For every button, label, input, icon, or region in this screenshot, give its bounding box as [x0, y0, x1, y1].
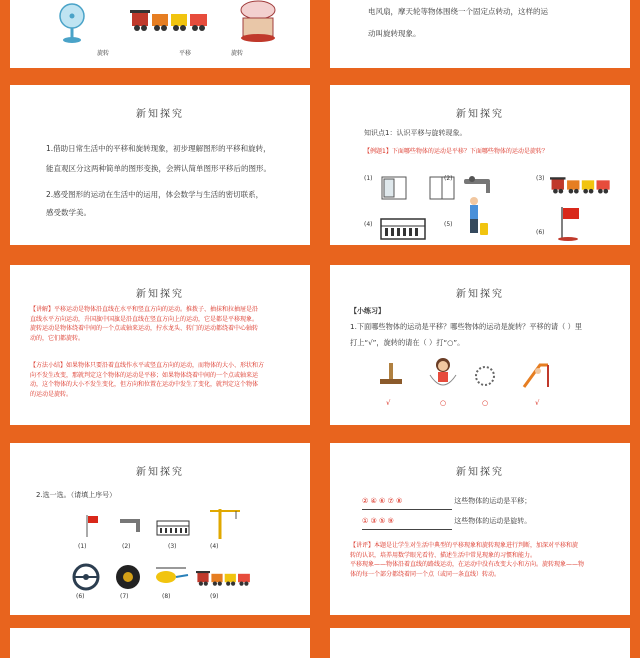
squeegee-icon: [376, 361, 406, 391]
item-num: (6): [76, 593, 85, 600]
item-num: (2): [444, 175, 453, 182]
flag-icon: [556, 205, 586, 241]
slide-7: [10, 443, 310, 615]
text-line: 体的每一个部分都绕着同一个点（或同一条直线）转动。: [350, 570, 501, 578]
crane-icon: [208, 505, 242, 541]
text-line: 平移现象——物体沿着直线的路线运动，在运动中没有改变大小和方向。旋转现象——物: [350, 561, 585, 568]
answer-mark: √: [386, 399, 391, 407]
explanation-text: [30, 305, 302, 343]
train-icon: [196, 569, 252, 587]
item-num: (4): [210, 543, 219, 550]
answer-mark: ○: [440, 399, 447, 407]
item-num: (4): [364, 221, 373, 228]
text-line: 的运动是旋转。: [30, 390, 73, 398]
slide-title: 新知探究: [136, 109, 184, 120]
example-question: 【例题1】下面哪些物体的运动是平移？下面哪些物体的运动是旋转？: [364, 148, 548, 155]
commentary: [350, 541, 622, 579]
item-num: (5): [444, 221, 453, 228]
item-num: (1): [364, 175, 373, 182]
tire-icon: [114, 563, 142, 591]
answer-rotate-row: [362, 513, 531, 530]
slide-icon: [520, 357, 560, 391]
electric-fan-icon: [52, 2, 92, 44]
goal-1-line-2: 能直观区分这两种简单的图形变换，会辨认简单图形平移后的图形。: [46, 164, 271, 173]
answer-rotate: ① ③ ⑤ ⑨: [362, 513, 452, 530]
answer-mark: ○: [482, 399, 489, 407]
goal-2-line-2: 感受数学美。: [46, 208, 91, 217]
slide-10: [330, 628, 630, 658]
question-line-1: 1.下面哪些物体的运动是平移？哪些物体的运动是旋转？平移的请（ ）里: [350, 322, 582, 331]
answer-translate: ② ④ ⑥ ⑦ ⑧: [362, 493, 452, 510]
person-with-suitcase-icon: [460, 195, 494, 241]
goal-2-line-1: 2.感受图形的运动在生活中的运用，体会数学与生活的密切联系，: [46, 190, 264, 199]
slide-title: 新知探究: [136, 289, 184, 300]
question-line-2: 打上“√”，旋转的请在（ ）打“○”。: [350, 338, 465, 347]
text-line: 旋转运动是物体绕着中间的一个点或轴来运动，拧水龙头、转门的运动都绕着中心轴转: [30, 325, 259, 332]
helicopter-icon: [152, 565, 190, 589]
item-num: (3): [168, 543, 177, 550]
text-line: 向不发生改变，那就判定这个物体的运动是平移；如果物体绕着中间的一个点或轴来运: [30, 371, 259, 379]
answer-translate-row: [362, 493, 531, 510]
slide-9: [10, 628, 310, 658]
flag-icon: [82, 513, 102, 539]
item-num: (3): [536, 175, 545, 182]
slide-2: [330, 0, 630, 68]
item-num: (7): [120, 593, 129, 600]
definition-line-2: 动叫旋转现象。: [368, 29, 421, 38]
faucet-icon: [118, 515, 144, 539]
answer-translate-suffix: 这些物体的运动是平移；: [454, 497, 532, 505]
goal-1-line-1: 1.借助日常生活中的平移和旋转现象，初步理解图形的平移和旋转，: [46, 144, 271, 153]
item-num: (2): [122, 543, 131, 550]
knowledge-point: 知识点1：认识平移与旋转现象。: [364, 129, 467, 137]
text-line: 【讲评】本题是让学生对生活中典型的平移现象和旋转现象进行判断，加深对平移和旋: [350, 542, 579, 549]
text-line: 动，这个物体的大小不发生变化，但方向和位置在运动中发生了变化，就判定这个物体: [30, 381, 259, 388]
slide-3: [10, 85, 310, 245]
slide-6: [330, 265, 630, 425]
item-num: (6): [536, 229, 545, 236]
carousel-icon: [238, 0, 278, 44]
ring-icon: [472, 363, 498, 389]
slide-8: [330, 443, 630, 615]
answer-mark: √: [535, 399, 540, 407]
slide-1: [10, 0, 310, 68]
item-num: (1): [78, 543, 87, 550]
slide-4: [330, 85, 630, 245]
train-icon: [130, 8, 210, 32]
text-line: 动的，它们都旋转。: [30, 334, 85, 342]
definition-line-1: 电风扇，摩天轮等物体围绕一个固定点转动，这样的运: [368, 7, 548, 16]
sliding-window-icon: [380, 175, 408, 203]
slide-5: [10, 265, 310, 425]
label-rotate-2: 旋转: [230, 50, 243, 57]
slide-title: 新知探究: [136, 467, 184, 478]
label-rotate-1: 旋转: [96, 50, 109, 57]
abacus-icon: [156, 519, 190, 537]
label-translate: 平移: [178, 50, 191, 57]
slide-title: 新知探究: [456, 289, 504, 300]
question: 2.选一选。（请填上序号）: [36, 491, 117, 499]
text-line: 直线水平方向运动，升国旗中国旗是沿直线在竖直方向上的运动，它是都是平移现象。: [30, 315, 259, 323]
answer-rotate-suffix: 这些物体的运动是旋转。: [454, 517, 532, 525]
exercise-tag: 【小练习】: [350, 307, 385, 315]
method-summary: [30, 361, 302, 399]
abacus-icon: [380, 217, 426, 241]
slide-title: 新知探究: [456, 109, 504, 120]
text-line: 【讲解】平移运动是物体沿直线在水平和竖直方向的运动。推拨子、抽抹和拉抽屉是沿: [30, 306, 259, 313]
item-num: (9): [210, 593, 219, 600]
train-icon: [550, 175, 612, 195]
girl-skipping-rope-icon: [426, 355, 460, 393]
text-line: 转的认识，培养用数学眼光看待、描述生活中常见现象的习惯和能力。: [350, 551, 537, 559]
item-num: (8): [162, 593, 171, 600]
text-line: 【方法小结】如果物体只要沿着直线作水平或竖直方向的运动，而物体的大小、形状和方: [30, 362, 265, 369]
slide-title: 新知探究: [456, 467, 504, 478]
steering-wheel-icon: [72, 563, 100, 591]
